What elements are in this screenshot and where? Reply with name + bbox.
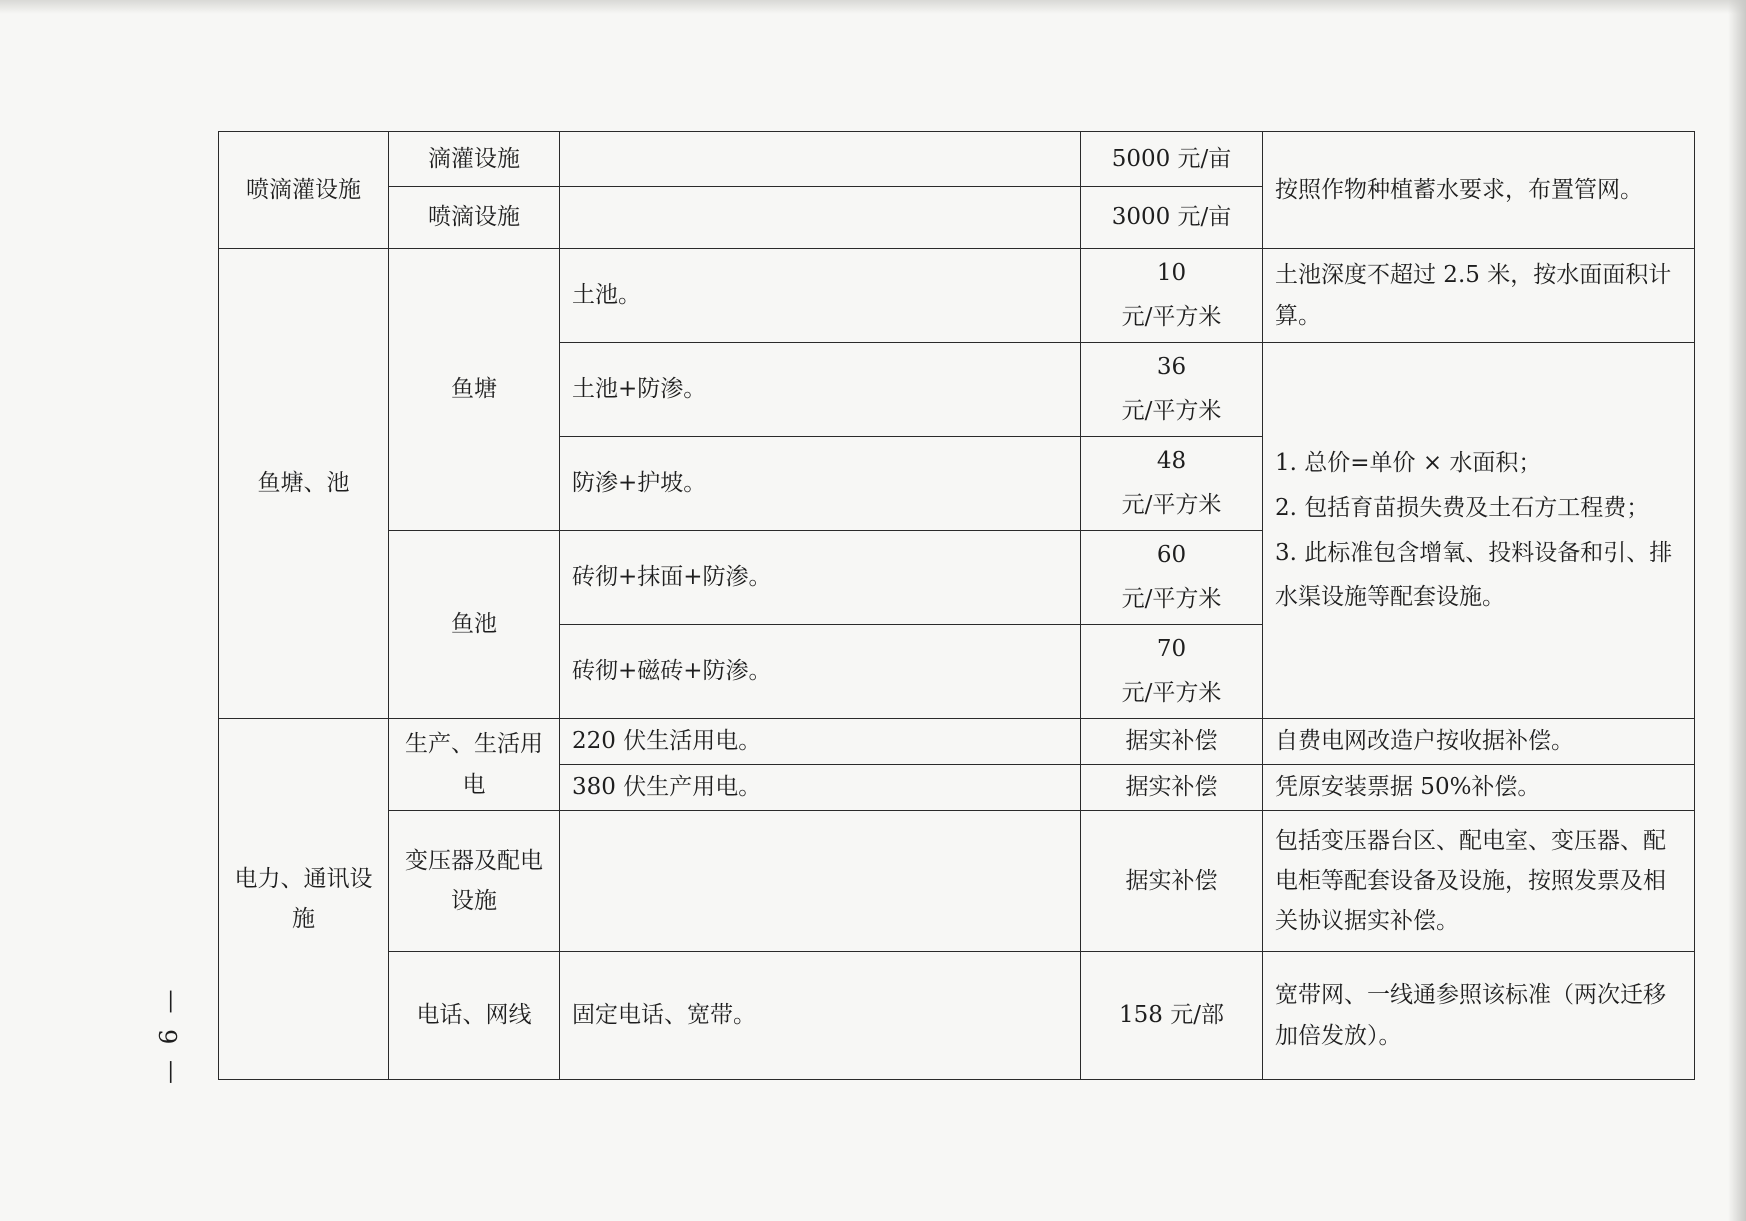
price-unit: 元/平方米 <box>1121 397 1222 424</box>
price-cell: 据实补偿 <box>1081 765 1263 811</box>
description-cell: 土池。 <box>560 249 1081 343</box>
price-unit: 元/平方米 <box>1121 585 1222 612</box>
price-value: 60 <box>1156 541 1187 568</box>
subcategory-cell: 鱼塘 <box>389 249 560 531</box>
price-cell <box>1081 343 1263 437</box>
subcategory-cell: 变压器及配电设施 <box>389 811 560 952</box>
price-value: 48 <box>1156 447 1187 474</box>
description-cell: 220 伏生活用电。 <box>560 719 1081 765</box>
table-row <box>219 952 1695 1080</box>
note-line: 1. 总价=单价 × 水面积； <box>1275 449 1542 476</box>
price-value: 36 <box>1156 353 1187 380</box>
category-cell: 鱼塘、池 <box>219 249 389 719</box>
subcategory-cell: 电话、网线 <box>389 952 560 1080</box>
note-cell: 按照作物种植蓄水要求，布置管网。 <box>1263 132 1695 249</box>
subcategory-cell: 喷滴设施 <box>389 187 560 249</box>
subcategory-cell: 生产、生活用电 <box>389 719 560 811</box>
note-line: 2. 包括育苗损失费及土石方工程费； <box>1275 494 1650 521</box>
note-cell: 自费电网改造户按收据补偿。 <box>1263 719 1695 765</box>
note-cell <box>1263 343 1695 719</box>
description-cell: 砖彻+抹面+防渗。 <box>560 531 1081 625</box>
page-number: — 6 — <box>155 985 183 1085</box>
table-row <box>219 132 1695 187</box>
price-cell <box>1081 437 1263 531</box>
price-cell <box>1081 249 1263 343</box>
description-cell: 土池+防渗。 <box>560 343 1081 437</box>
price-cell <box>1081 531 1263 625</box>
subcategory-cell: 滴灌设施 <box>389 132 560 187</box>
note-cell: 包括变压器台区、配电室、变压器、配电柜等配套设备及设施，按照发票及相关协议据实补偿。 <box>1263 811 1695 952</box>
price-value: 10 <box>1156 259 1187 286</box>
description-cell: 380 伏生产用电。 <box>560 765 1081 811</box>
scan-shadow-top <box>0 0 1746 14</box>
price-unit: 元/平方米 <box>1121 679 1222 706</box>
price-cell <box>1081 625 1263 719</box>
compensation-standard-table <box>218 131 1695 1080</box>
category-cell: 电力、通讯设施 <box>219 719 389 1080</box>
table-row <box>219 811 1695 952</box>
table-row <box>219 719 1695 765</box>
description-cell <box>560 187 1081 249</box>
price-cell: 据实补偿 <box>1081 811 1263 952</box>
price-unit: 元/平方米 <box>1121 303 1222 330</box>
scan-shadow-right <box>1728 0 1746 1221</box>
description-cell <box>560 132 1081 187</box>
price-cell: 5000 元/亩 <box>1081 132 1263 187</box>
note-cell: 凭原安装票据 50%补偿。 <box>1263 765 1695 811</box>
price-cell: 据实补偿 <box>1081 719 1263 765</box>
price-value: 70 <box>1156 635 1187 662</box>
price-unit: 元/平方米 <box>1121 491 1222 518</box>
description-cell: 砖彻+磁砖+防渗。 <box>560 625 1081 719</box>
price-cell: 158 元/部 <box>1081 952 1263 1080</box>
category-cell: 喷滴灌设施 <box>219 132 389 249</box>
subcategory-cell: 鱼池 <box>389 531 560 719</box>
description-cell: 固定电话、宽带。 <box>560 952 1081 1080</box>
description-cell: 防渗+护坡。 <box>560 437 1081 531</box>
description-cell <box>560 811 1081 952</box>
note-cell: 土池深度不超过 2.5 米，按水面面积计算。 <box>1263 249 1695 343</box>
table-row <box>219 249 1695 343</box>
note-line: 3. 此标准包含增氧、投料设备和引、排水渠设施等配套设施。 <box>1275 539 1673 611</box>
note-cell: 宽带网、一线通参照该标准（两次迁移加倍发放）。 <box>1263 952 1695 1080</box>
price-cell: 3000 元/亩 <box>1081 187 1263 249</box>
